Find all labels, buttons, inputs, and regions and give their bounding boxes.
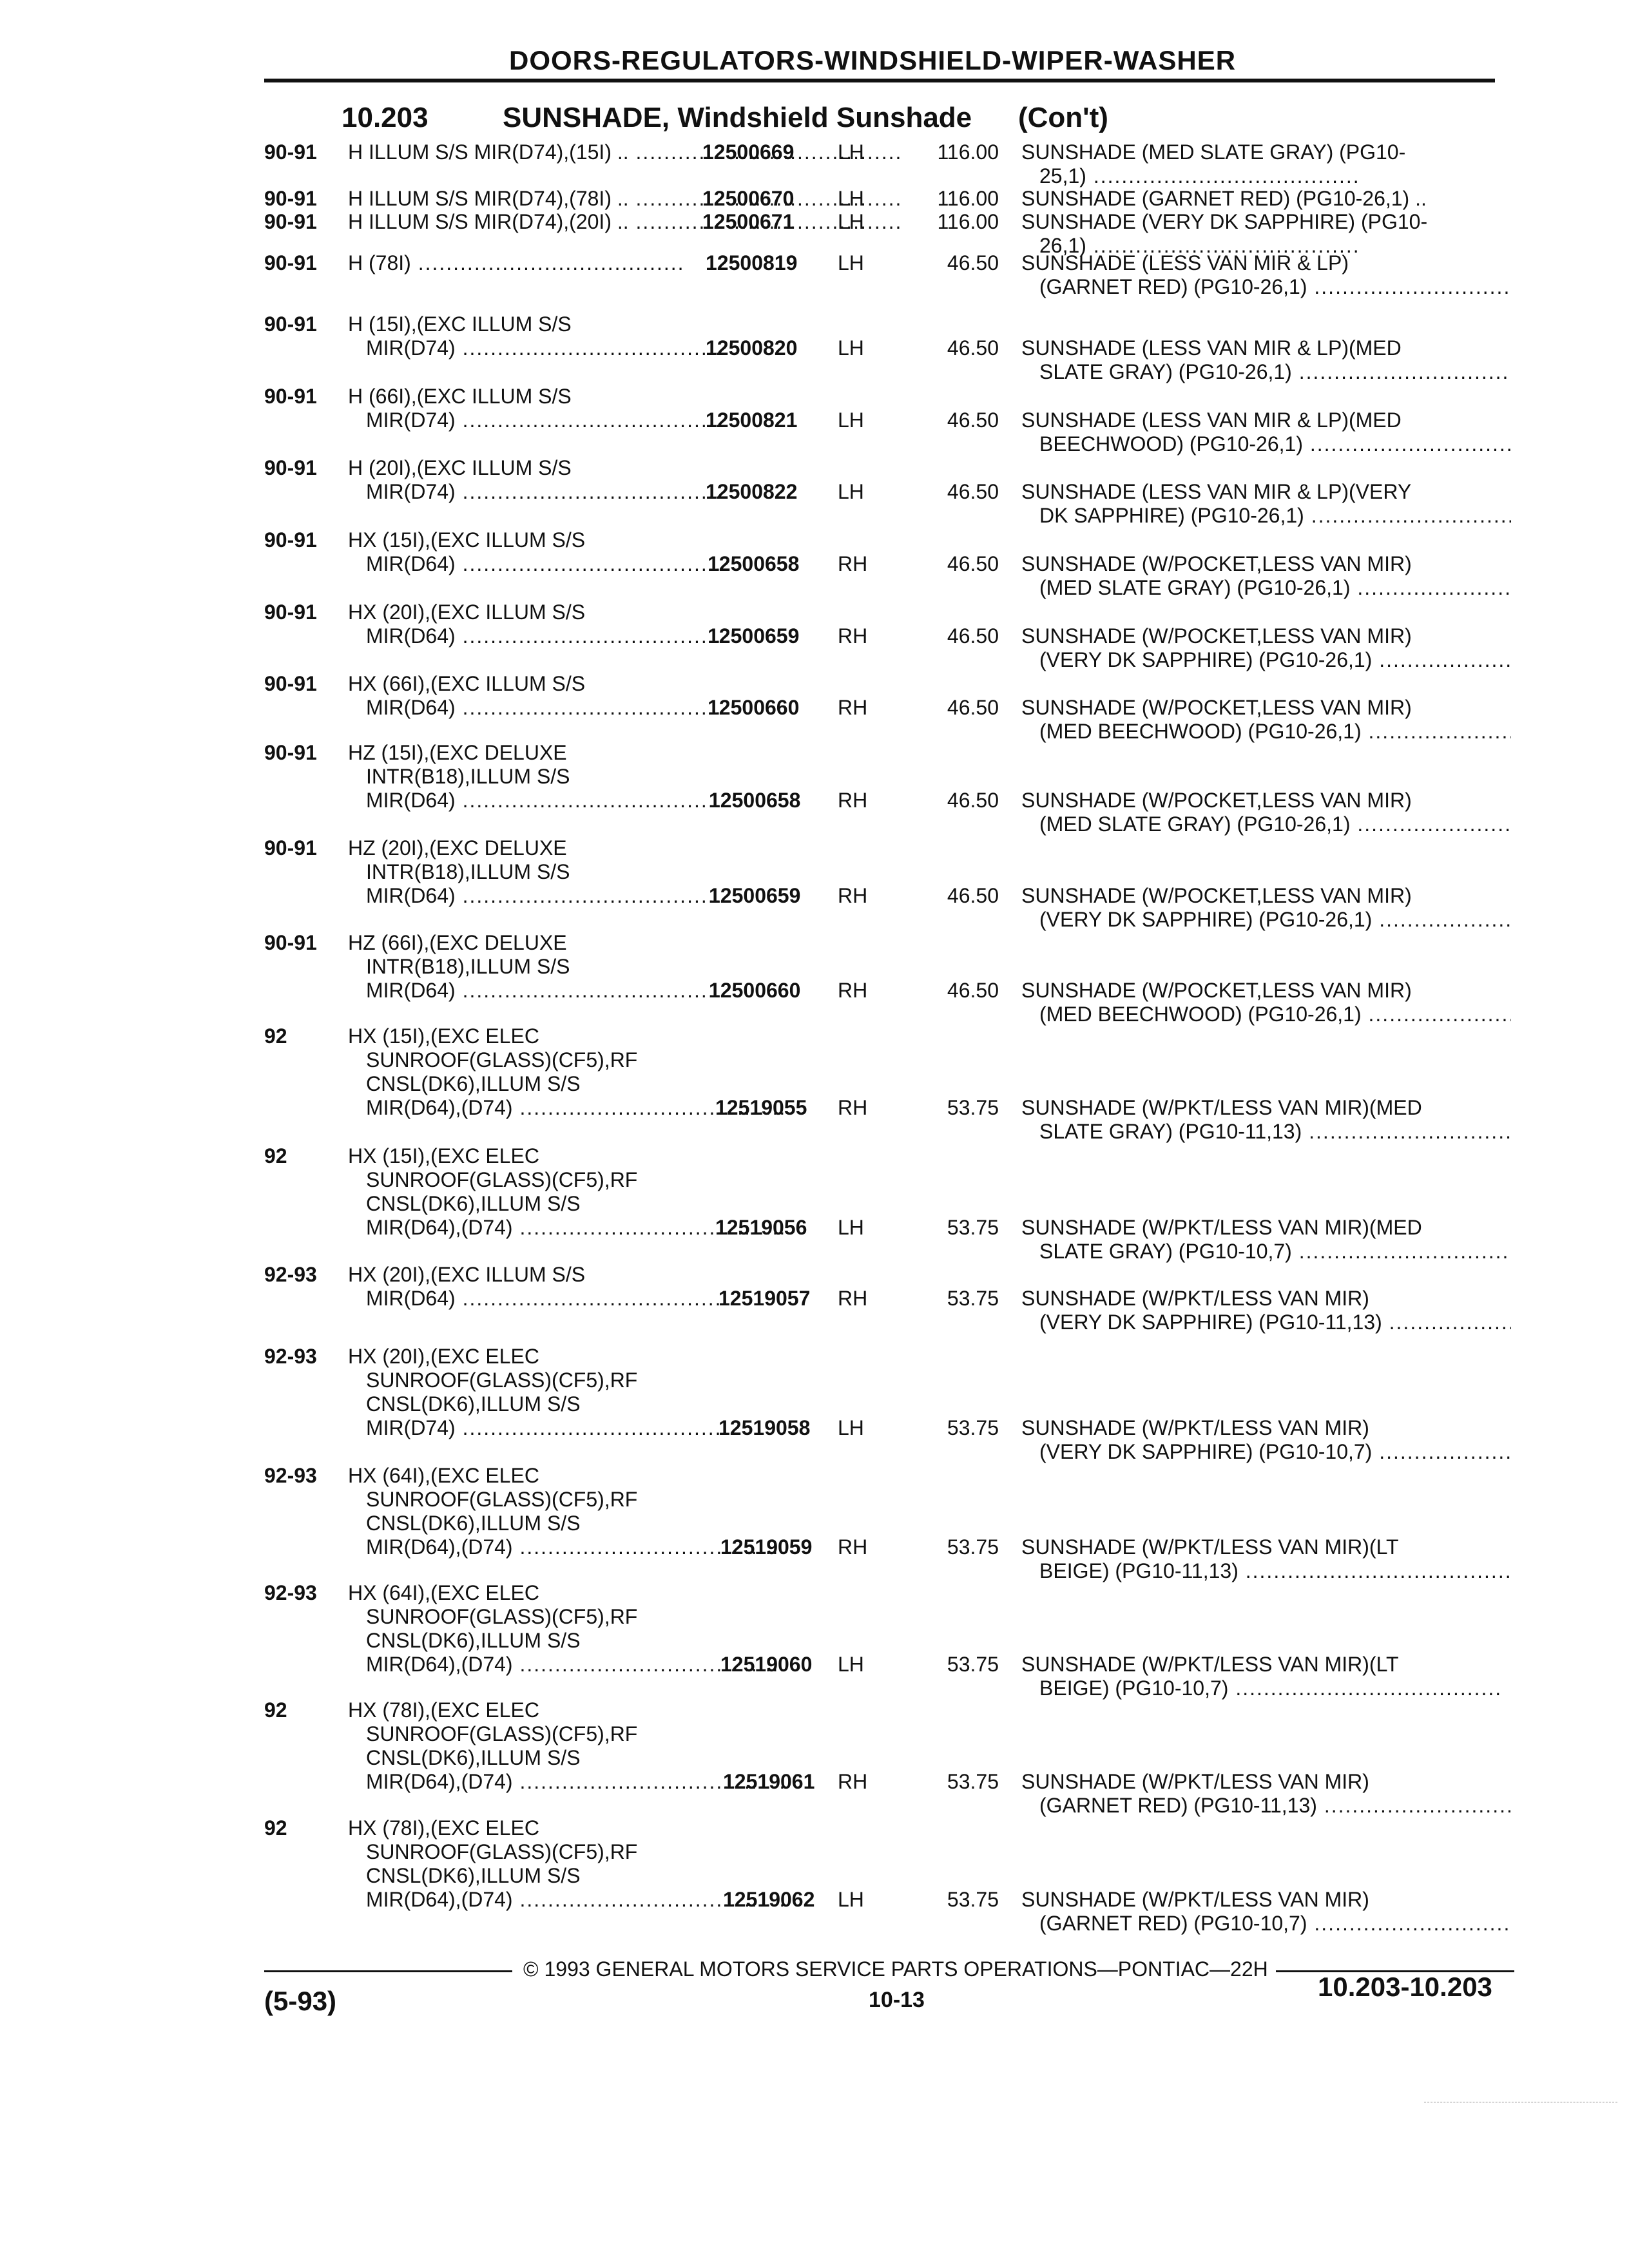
- part-name-line: SUNSHADE (LESS VAN MIR & LP)(VERY: [1021, 480, 1412, 503]
- model-year: 90-91: [264, 931, 317, 954]
- part-name-line: (GARNET RED) (PG10-11,13) .....: [1021, 1794, 1511, 1818]
- application-description: [348, 1698, 967, 1794]
- side-code: LH: [838, 1416, 864, 1439]
- section-number: 10.203: [342, 102, 429, 133]
- part-name-line: SUNSHADE (VERY DK SAPPHIRE) (PG10-: [1021, 210, 1428, 233]
- part-name-line: SUNSHADE (W/POCKET,LESS VAN MIR): [1021, 789, 1412, 812]
- application-description: [348, 528, 967, 576]
- part-number: 12519062: [723, 1888, 815, 1911]
- description-line: MIR(D64) .....: [348, 979, 967, 1003]
- header-rule: [264, 79, 1495, 82]
- part-name-line: SUNSHADE (W/POCKET,LESS VAN MIR): [1021, 624, 1412, 648]
- price: 46.50: [947, 884, 999, 907]
- part-name-line: (MED BEECHWOOD) (PG10-26,1) .....: [1021, 1003, 1511, 1026]
- part-name-line: SUNSHADE (W/POCKET,LESS VAN MIR): [1021, 979, 1412, 1002]
- part-name-line: (VERY DK SAPPHIRE) (PG10-26,1) .....: [1021, 908, 1511, 932]
- part-name-line: SUNSHADE (W/POCKET,LESS VAN MIR): [1021, 696, 1412, 719]
- part-name-line: DK SAPPHIRE) (PG10-26,1) .....: [1021, 504, 1511, 528]
- part-number: 12500659: [708, 624, 800, 648]
- side-code: RH: [838, 979, 868, 1002]
- footer-date: (5-93): [264, 1986, 337, 2016]
- description-line: HX (20I),(EXC ILLUM S/S: [348, 601, 586, 624]
- section-title-bold: SUNSHADE,: [503, 102, 670, 133]
- application-description: [348, 1581, 967, 1677]
- description-line: MIR(D64),(D74) .....: [348, 1770, 967, 1794]
- part-name: [1021, 1096, 1511, 1144]
- part-number: 12519056: [715, 1216, 807, 1239]
- side-code: LH: [838, 336, 864, 360]
- price: 46.50: [947, 408, 999, 432]
- side-code: LH: [838, 187, 864, 210]
- description-line: HX (66I),(EXC ILLUM S/S: [348, 672, 586, 695]
- description-line: MIR(D64),(D74) .....: [348, 1096, 967, 1120]
- description-line: MIR(D64),(D74) .....: [348, 1535, 967, 1559]
- description-line: HX (20I),(EXC ILLUM S/S: [348, 1263, 586, 1286]
- part-name-line: SUNSHADE (W/PKT/LESS VAN MIR): [1021, 1888, 1369, 1911]
- price: 46.50: [947, 624, 999, 648]
- part-name-line: (VERY DK SAPPHIRE) (PG10-26,1) .....: [1021, 648, 1511, 672]
- description-line: HZ (66I),(EXC DELUXE: [348, 931, 567, 954]
- part-name-line: (GARNET RED) (PG10-10,7) .....: [1021, 1912, 1511, 1936]
- price: 46.50: [947, 251, 999, 274]
- part-name: [1021, 1888, 1511, 1936]
- side-code: RH: [838, 696, 868, 719]
- side-code: LH: [838, 480, 864, 503]
- application-description: [348, 931, 967, 1003]
- description-line: HX (64I),(EXC ELEC: [348, 1464, 539, 1487]
- description-line: MIR(D64) .....: [348, 789, 967, 812]
- model-year: 90-91: [264, 601, 317, 624]
- description-line: HZ (15I),(EXC DELUXE: [348, 741, 567, 764]
- description-line: HX (15I),(EXC ILLUM S/S: [348, 528, 586, 552]
- part-number: 12519057: [718, 1287, 811, 1310]
- application-description: [348, 1024, 967, 1120]
- model-year: 92: [264, 1816, 287, 1840]
- application-description: [348, 1816, 967, 1912]
- part-name: [1021, 1770, 1511, 1818]
- price: 53.75: [947, 1653, 999, 1676]
- part-name-line: SUNSHADE (W/POCKET,LESS VAN MIR): [1021, 884, 1412, 907]
- description-line: CNSL(DK6),ILLUM S/S: [366, 1192, 581, 1215]
- description-line: INTR(B18),ILLUM S/S: [366, 955, 570, 978]
- part-name: [1021, 1653, 1511, 1700]
- section-title: [503, 102, 972, 134]
- application-description: [348, 741, 967, 812]
- side-code: RH: [838, 789, 868, 812]
- side-code: LH: [838, 210, 864, 233]
- model-year: 90-91: [264, 672, 317, 695]
- description-line: H (15I),(EXC ILLUM S/S: [348, 312, 572, 336]
- description-line: MIR(D74) .....: [348, 408, 967, 432]
- price: 46.50: [947, 552, 999, 575]
- part-number: 12519059: [720, 1535, 813, 1559]
- application-description: [348, 1464, 967, 1559]
- part-number: 12519060: [720, 1653, 813, 1676]
- description-line: H (66I),(EXC ILLUM S/S: [348, 385, 572, 408]
- description-line: H (78I) .....: [348, 251, 967, 275]
- model-year: 90-91: [264, 210, 317, 233]
- part-name-line: 25,1) .....: [1021, 164, 1511, 188]
- part-name-line: SLATE GRAY) (PG10-11,13) .....: [1021, 1120, 1511, 1144]
- description-line: HX (15I),(EXC ELEC: [348, 1144, 539, 1168]
- part-number: 12500822: [706, 480, 798, 503]
- side-code: LH: [838, 408, 864, 432]
- description-line: MIR(D64),(D74) .....: [348, 1216, 967, 1240]
- application-description: [348, 312, 967, 360]
- part-number: 12500821: [706, 408, 798, 432]
- description-line: MIR(D74) .....: [348, 480, 967, 504]
- model-year: 90-91: [264, 140, 317, 164]
- part-number: 12500669: [702, 140, 795, 164]
- description-line: MIR(D64) .....: [348, 552, 967, 576]
- model-year: 90-91: [264, 251, 317, 274]
- model-year: 90-91: [264, 385, 317, 408]
- description-line: SUNROOF(GLASS)(CF5),RF: [366, 1605, 638, 1628]
- part-name-line: BEECHWOOD) (PG10-26,1) .....: [1021, 432, 1511, 456]
- side-code: RH: [838, 624, 868, 648]
- description-line: HZ (20I),(EXC DELUXE: [348, 836, 567, 860]
- description-line: CNSL(DK6),ILLUM S/S: [366, 1864, 581, 1887]
- application-description: [348, 251, 967, 275]
- model-year: 90-91: [264, 528, 317, 552]
- part-number: 12500819: [706, 251, 798, 274]
- description-line: HX (78I),(EXC ELEC: [348, 1698, 539, 1722]
- part-number: 12500659: [709, 884, 801, 907]
- part-name-line: BEIGE) (PG10-11,13) .....: [1021, 1559, 1511, 1583]
- description-line: MIR(D74) .....: [348, 1416, 967, 1440]
- description-line: HX (15I),(EXC ELEC: [348, 1024, 539, 1048]
- model-year: 90-91: [264, 456, 317, 479]
- description-line: MIR(D74) .....: [348, 336, 967, 360]
- application-description: [348, 140, 967, 164]
- description-line: H ILLUM S/S MIR(D74),(78I) .. .....: [348, 187, 967, 211]
- section-title-rest: Windshield Sunshade: [677, 102, 972, 133]
- side-code: RH: [838, 552, 868, 575]
- footer-copyright: © 1993 GENERAL MOTORS SERVICE PARTS OPERATIONS—PONTIAC—22H: [523, 1957, 1268, 1981]
- side-code: RH: [838, 884, 868, 907]
- part-number: 12500671: [702, 210, 795, 233]
- part-name-line: BEIGE) (PG10-10,7) .....: [1021, 1677, 1511, 1700]
- model-year: 90-91: [264, 741, 317, 764]
- price: 116.00: [937, 210, 999, 233]
- footer-section-range: 10.203-10.203: [1318, 1972, 1492, 2002]
- part-name-line: SUNSHADE (W/POCKET,LESS VAN MIR): [1021, 552, 1412, 575]
- model-year: 92: [264, 1024, 287, 1048]
- price: 46.50: [947, 336, 999, 360]
- application-description: [348, 1345, 967, 1440]
- model-year: 92-93: [264, 1345, 317, 1368]
- description-line: H ILLUM S/S MIR(D74),(20I) .. .....: [348, 210, 967, 234]
- part-name-line: (MED SLATE GRAY) (PG10-26,1) .....: [1021, 812, 1511, 836]
- section-continued: (Con't): [1018, 102, 1108, 133]
- part-name: [1021, 187, 1511, 211]
- part-name-line: SUNSHADE (LESS VAN MIR & LP)(MED: [1021, 336, 1402, 360]
- part-number: 12519055: [715, 1096, 807, 1119]
- application-description: [348, 1144, 967, 1240]
- part-name-line: SUNSHADE (MED SLATE GRAY) (PG10-: [1021, 140, 1406, 164]
- application-description: [348, 836, 967, 908]
- description-line: SUNROOF(GLASS)(CF5),RF: [366, 1168, 638, 1191]
- part-name: [1021, 210, 1511, 258]
- part-name: [1021, 979, 1511, 1026]
- price: 46.50: [947, 696, 999, 719]
- part-name-line: SUNSHADE (W/PKT/LESS VAN MIR)(LT: [1021, 1535, 1399, 1559]
- description-line: MIR(D64) .....: [348, 624, 967, 648]
- price: 53.75: [947, 1416, 999, 1439]
- part-name: [1021, 408, 1511, 456]
- application-description: [348, 210, 967, 234]
- description-line: HX (20I),(EXC ELEC: [348, 1345, 539, 1368]
- price: 53.75: [947, 1770, 999, 1793]
- footer-page-number: 10-13: [869, 1988, 925, 2012]
- page-header-title: DOORS-REGULATORS-WINDSHIELD-WIPER-WASHER: [509, 45, 1237, 75]
- description-line: SUNROOF(GLASS)(CF5),RF: [366, 1840, 638, 1863]
- part-number: 12519058: [718, 1416, 811, 1439]
- part-name: [1021, 251, 1511, 299]
- part-name-line: (MED BEECHWOOD) (PG10-26,1) .....: [1021, 720, 1511, 744]
- side-code: LH: [838, 1888, 864, 1911]
- part-name-line: SUNSHADE (W/PKT/LESS VAN MIR): [1021, 1416, 1369, 1439]
- part-name: [1021, 480, 1511, 528]
- part-number: 12500658: [708, 552, 800, 575]
- description-line: H (20I),(EXC ILLUM S/S: [348, 456, 572, 479]
- side-code: LH: [838, 1216, 864, 1239]
- part-name-line: (VERY DK SAPPHIRE) (PG10-11,13) .....: [1021, 1311, 1511, 1334]
- part-name-line: 26,1) .....: [1021, 234, 1511, 258]
- description-line: CNSL(DK6),ILLUM S/S: [366, 1512, 581, 1535]
- side-code: LH: [838, 140, 864, 164]
- description-line: SUNROOF(GLASS)(CF5),RF: [366, 1722, 638, 1745]
- part-number: 12500660: [709, 979, 801, 1002]
- part-number: 12500658: [709, 789, 801, 812]
- part-name: [1021, 624, 1511, 672]
- part-name-line: (GARNET RED) (PG10-26,1) .....: [1021, 275, 1511, 299]
- application-description: [348, 601, 967, 648]
- application-description: [348, 1263, 967, 1311]
- model-year: 92-93: [264, 1581, 317, 1604]
- part-name: [1021, 789, 1511, 836]
- part-name-line: SLATE GRAY) (PG10-10,7) .....: [1021, 1240, 1511, 1264]
- description-line: HX (64I),(EXC ELEC: [348, 1581, 539, 1604]
- description-line: CNSL(DK6),ILLUM S/S: [366, 1072, 581, 1095]
- part-name-line: SUNSHADE (LESS VAN MIR & LP)(MED: [1021, 408, 1402, 432]
- part-name-line: (VERY DK SAPPHIRE) (PG10-10,7) .....: [1021, 1440, 1511, 1464]
- application-description: [348, 672, 967, 720]
- description-line: CNSL(DK6),ILLUM S/S: [366, 1392, 581, 1416]
- description-line: MIR(D64),(D74) .....: [348, 1888, 967, 1912]
- part-name: [1021, 1287, 1511, 1334]
- model-year: 90-91: [264, 187, 317, 210]
- part-name: [1021, 1216, 1511, 1264]
- application-description: [348, 385, 967, 432]
- description-line: MIR(D64) .....: [348, 696, 967, 720]
- part-name-line: SUNSHADE (W/PKT/LESS VAN MIR): [1021, 1770, 1369, 1793]
- side-code: RH: [838, 1287, 868, 1310]
- part-number: 12519061: [723, 1770, 815, 1793]
- description-line: CNSL(DK6),ILLUM S/S: [366, 1629, 581, 1652]
- description-line: CNSL(DK6),ILLUM S/S: [366, 1746, 581, 1769]
- description-line: MIR(D64),(D74) .....: [348, 1653, 967, 1677]
- model-year: 90-91: [264, 312, 317, 336]
- part-name-line: SUNSHADE (W/PKT/LESS VAN MIR)(LT: [1021, 1653, 1399, 1676]
- model-year: 92: [264, 1144, 287, 1168]
- part-name: [1021, 140, 1511, 188]
- description-line: INTR(B18),ILLUM S/S: [366, 765, 570, 788]
- part-name: [1021, 696, 1511, 744]
- part-name-line: SUNSHADE (W/PKT/LESS VAN MIR): [1021, 1287, 1369, 1310]
- model-year: 92: [264, 1698, 287, 1722]
- part-number: 12500820: [706, 336, 798, 360]
- part-name-line: SUNSHADE (GARNET RED) (PG10-26,1) ..: [1021, 187, 1427, 210]
- part-number: 12500660: [708, 696, 800, 719]
- description-line: SUNROOF(GLASS)(CF5),RF: [366, 1048, 638, 1072]
- price: 53.75: [947, 1096, 999, 1119]
- part-name-line: (MED SLATE GRAY) (PG10-26,1) .....: [1021, 576, 1511, 600]
- part-name: [1021, 552, 1511, 600]
- side-code: LH: [838, 251, 864, 274]
- model-year: 92-93: [264, 1464, 317, 1487]
- price: 46.50: [947, 480, 999, 503]
- side-code: RH: [838, 1535, 868, 1559]
- side-code: RH: [838, 1096, 868, 1119]
- price: 116.00: [937, 187, 999, 210]
- description-line: MIR(D64) .....: [348, 1287, 967, 1311]
- description-line: SUNROOF(GLASS)(CF5),RF: [366, 1488, 638, 1511]
- price: 46.50: [947, 979, 999, 1002]
- price: 53.75: [947, 1888, 999, 1911]
- application-description: [348, 456, 967, 504]
- part-name: [1021, 336, 1511, 384]
- price: 46.50: [947, 789, 999, 812]
- part-name: [1021, 884, 1511, 932]
- part-name-line: SUNSHADE (W/PKT/LESS VAN MIR)(MED: [1021, 1096, 1422, 1119]
- model-year: 92-93: [264, 1263, 317, 1286]
- description-line: INTR(B18),ILLUM S/S: [366, 860, 570, 883]
- price: 53.75: [947, 1535, 999, 1559]
- part-name-line: SUNSHADE (W/PKT/LESS VAN MIR)(MED: [1021, 1216, 1422, 1239]
- description-line: H ILLUM S/S MIR(D74),(15I) .. .....: [348, 140, 967, 164]
- part-name: [1021, 1535, 1511, 1583]
- price: 53.75: [947, 1287, 999, 1310]
- model-year: 90-91: [264, 836, 317, 860]
- price: 116.00: [937, 140, 999, 164]
- part-name: [1021, 1416, 1511, 1464]
- part-number: 12500670: [702, 187, 795, 210]
- description-line: SUNROOF(GLASS)(CF5),RF: [366, 1369, 638, 1392]
- price: 53.75: [947, 1216, 999, 1239]
- footer-rule-left: [264, 1970, 512, 1972]
- side-code: RH: [838, 1770, 868, 1793]
- description-line: MIR(D64) .....: [348, 884, 967, 908]
- application-description: [348, 187, 967, 211]
- side-code: LH: [838, 1653, 864, 1676]
- part-name-line: SLATE GRAY) (PG10-26,1) .....: [1021, 360, 1511, 384]
- description-line: HX (78I),(EXC ELEC: [348, 1816, 539, 1840]
- part-name-line: SUNSHADE (LESS VAN MIR & LP): [1021, 251, 1349, 274]
